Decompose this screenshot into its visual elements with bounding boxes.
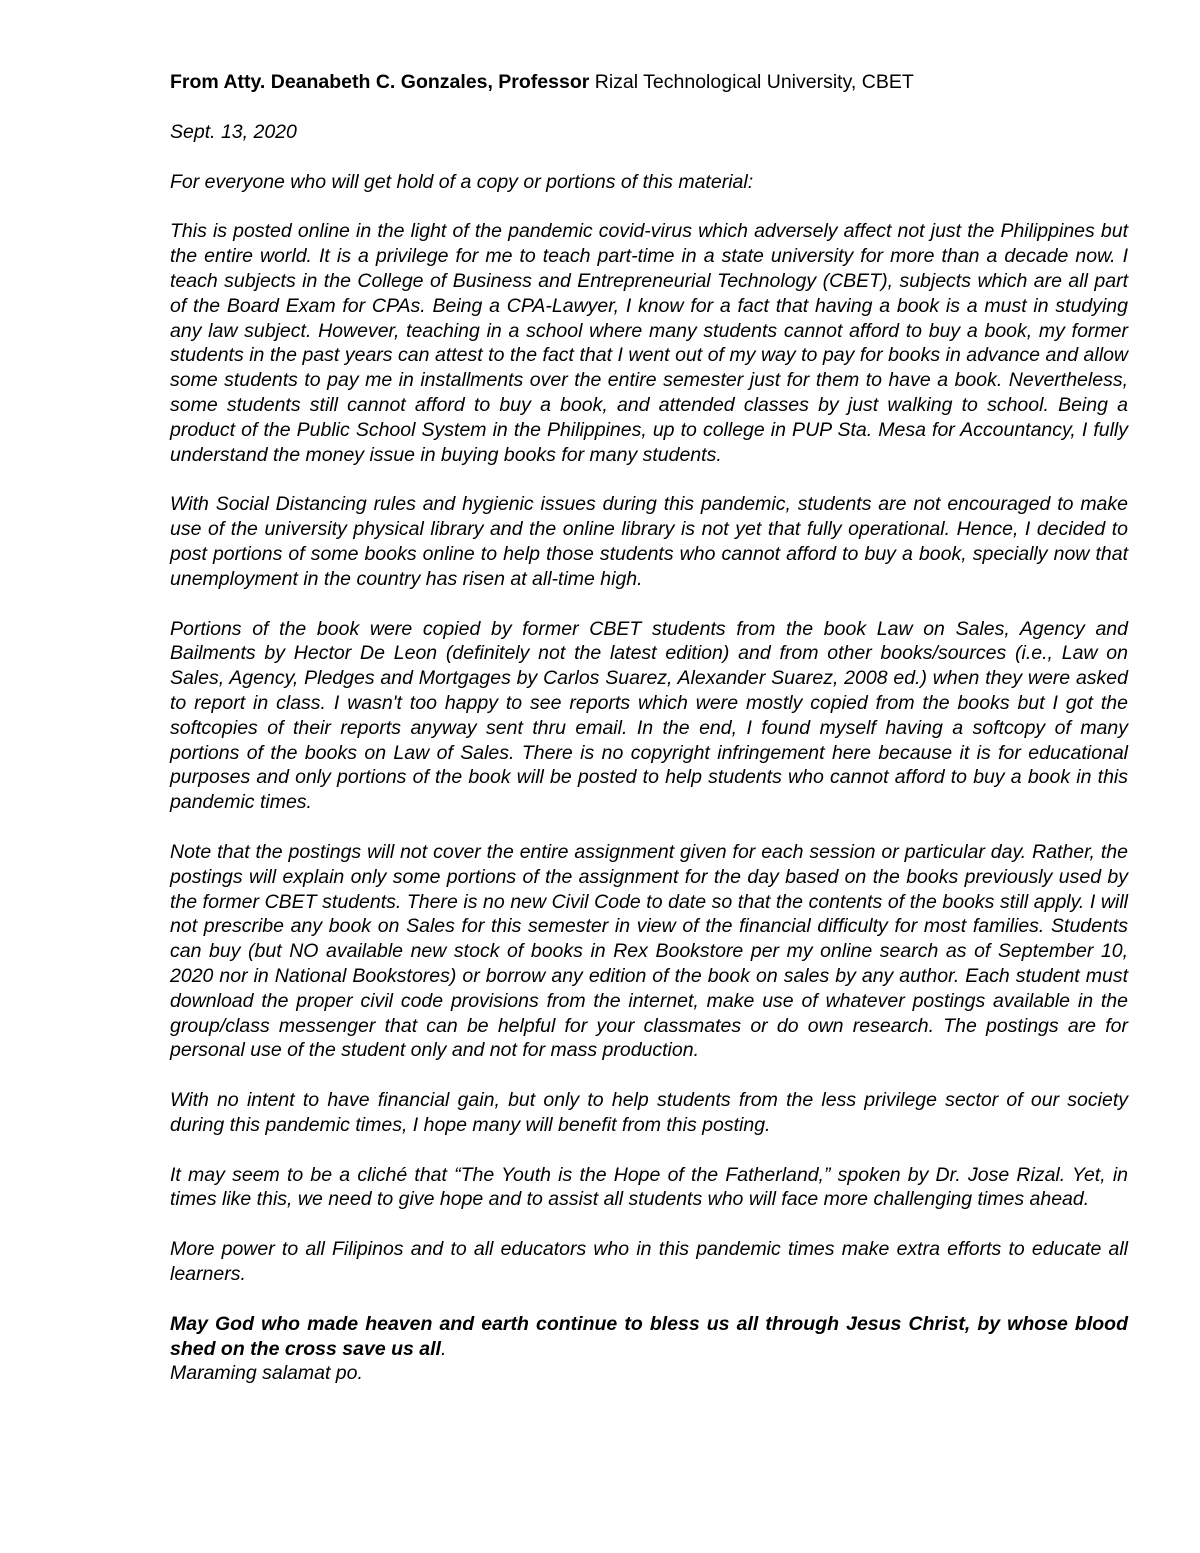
closing-signoff: Maraming salamat po. bbox=[170, 1362, 363, 1385]
closing-blessing-period: . bbox=[440, 1337, 447, 1360]
letter-date: Sept. 13, 2020 bbox=[170, 120, 297, 143]
letter-header bbox=[170, 70, 1128, 95]
paragraph-youth-hope: It may seem to be a cliché that “The Youth is the Hope of the Fatherland,” spoken by Dr. Jose Rizal. Yet, in times like this, we need to give hope and to assist all students who will face more challenging times ahead. bbox=[170, 1163, 1128, 1211]
letter-salutation: For everyone who will get hold of a copy or portions of this material: bbox=[170, 170, 754, 193]
paragraph-purpose: This is posted online in the light of the pandemic covid-virus which adversely affect not just the Philippines but the entire world. It is a privilege for me to teach part-time in a state university for more than a decade now. I teach subjects in the College of Business and Entrepreneurial Technology (CBET), subjects which are all part of the Board Exam for CPAs. Being a CPA-Lawyer, I know for a fact that having a book is a must in studying any law subject. However, teaching in a school where many students cannot afford to buy a book, my former students in the past years can attest to the fact that I went out of my way to pay for books in advance and allow some students to pay me in installments over the entire semester just for them to have a book. Nevertheless, some students still cannot afford to buy a book, and attended classes by just walking to school. Being a product of the Public School System in the Philippines, up to college in PUP Sta. Mesa for Accountancy, I fully understand the money issue in buying books for many students. bbox=[170, 220, 1128, 466]
paragraph-book-portions: Portions of the book were copied by former CBET students from the book Law on Sales, Agency and Bailments by Hector De Leon (definitely not the latest edition) and from other books/sources (i.e., Law on Sales, Agency, Pledges and Mortgages by Carlos Suarez, Alexander Suarez, 2008 ed.) when they were asked to report in class. I wasn't too happy to see reports which were mostly copied from the books but I got the softcopies of their reports anyway sent thru email. In the end, I found myself having a softcopy of many portions of the books on Law of Sales. There is no copyright infringement here because it is for educational purposes and only portions of the book will be posted to help students who cannot afford to buy a book in this pandemic times. bbox=[170, 617, 1128, 814]
paragraph-no-financial-gain: With no intent to have financial gain, but only to help students from the less privilege sector of our society during this pandemic times, I hope many will benefit from this posting. bbox=[170, 1089, 1128, 1136]
paragraph-more-power: More power to all Filipinos and to all educators who in this pandemic times make extra efforts to educate all learners. bbox=[170, 1238, 1128, 1286]
author-name: From Atty. Deanabeth C. Gonzales, Professor bbox=[170, 71, 590, 93]
closing-blessing bbox=[170, 1312, 1128, 1362]
paragraph-social-distancing: With Social Distancing rules and hygienic issues during this pandemic, students are not encouraged to make use of the university physical library and the online library is not yet that fully operational. Hence, I decided to post portions of some books online to help those students who cannot afford to buy a book, specially now that unemployment in the country has risen at all-time high. bbox=[170, 493, 1128, 590]
closing-blessing-text: May God who made heaven and earth continue to bless us all through Jesus Christ, by whose blood shed on the cross save us all bbox=[170, 1312, 1128, 1360]
author-affiliation: Rizal Technological University, CBET bbox=[589, 71, 914, 93]
paragraph-postings-note: Note that the postings will not cover the entire assignment given for each session or particular day. Rather, the postings will explain only some portions of the assignment for the day based on the books previously used by the former CBET students. There is no new Civil Code to date so that the contents of the books still apply. I will not prescribe any book on Sales for this semester in view of the financial difficulty for most families. Students can buy (but NO available new stock of books in Rex Bookstore per my online search as of September 10, 2020 nor in National Bookstores) or borrow any edition of the book on sales by any author. Each student must download the proper civil code provisions from the internet, make use of whatever postings available in the group/class messenger that can be helpful for your classmates or do own research. The postings are for personal use of the student only and not for mass production. bbox=[170, 840, 1128, 1062]
letter-page bbox=[170, 70, 1128, 1386]
